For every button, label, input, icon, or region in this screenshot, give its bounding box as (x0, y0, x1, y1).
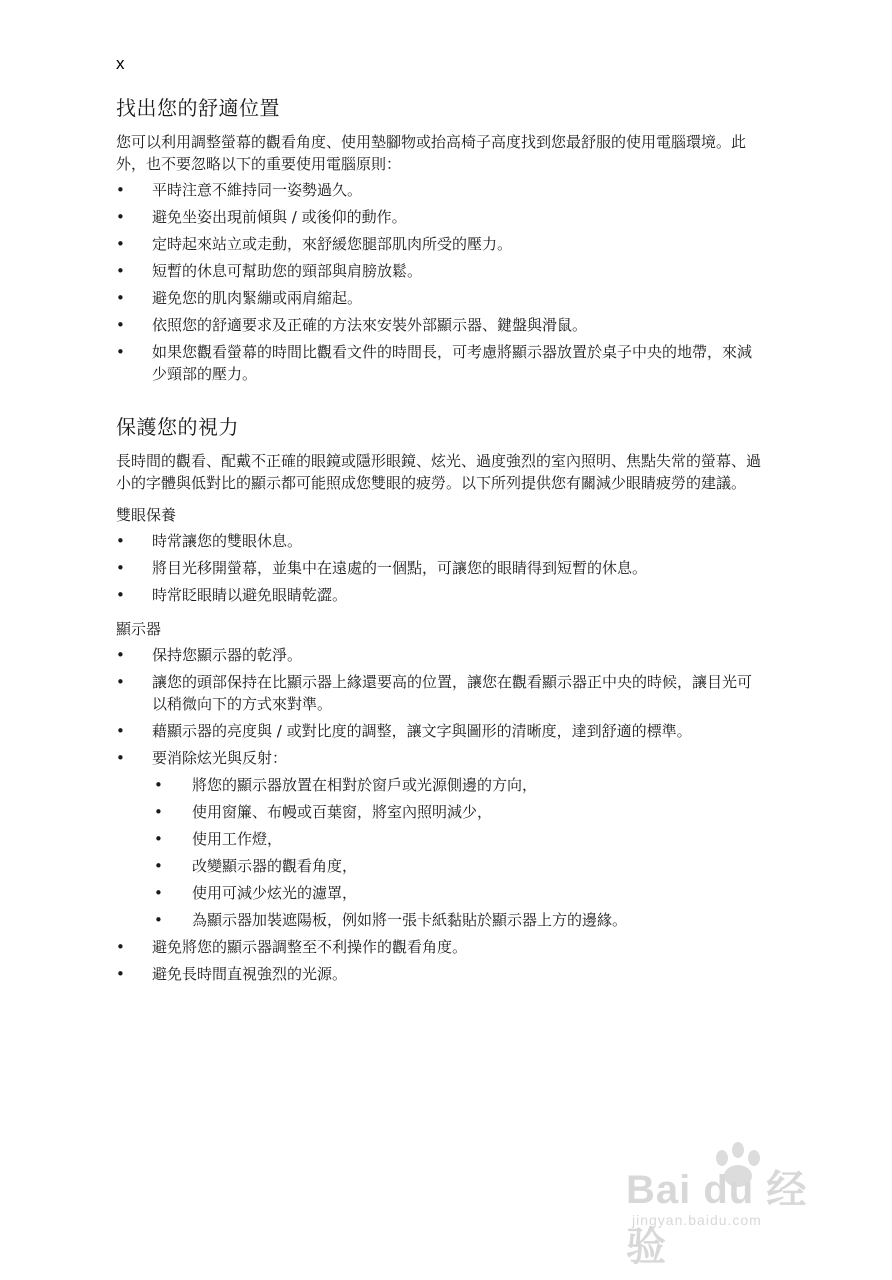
list-item-text: 短暫的休息可幫助您的頸部與肩膀放鬆。 (152, 262, 423, 280)
bullet-icon: • (154, 857, 163, 875)
section-comfort-position (116, 92, 766, 385)
bullet-icon: • (154, 911, 163, 929)
list-item-text: 避免將您的顯示器調整至不利操作的觀看角度。 (152, 938, 468, 956)
list-item-text: 使用窗簾、布幔或百葉窗，將室內照明減少， (192, 803, 493, 821)
sub-list-item (116, 909, 766, 931)
baidu-jingyan-watermark (626, 1140, 836, 1269)
bullet-list (116, 644, 766, 769)
sub-list-item (116, 801, 766, 823)
list-item (116, 584, 766, 606)
watermark-logo-text: Bai du 经验 (626, 1168, 808, 1269)
sub-list-item (116, 882, 766, 904)
list-item-text: 避免坐姿出現前傾與 / 或後仰的動作。 (152, 208, 407, 226)
list-item-text: 平時注意不維持同一姿勢過久。 (152, 181, 363, 199)
bullet-icon: • (154, 830, 163, 848)
list-item (116, 720, 766, 742)
list-item-text: 使用可減少炫光的濾罩， (192, 884, 358, 902)
section-protect-vision (116, 411, 766, 985)
list-item (116, 233, 766, 255)
bullet-icon: • (116, 938, 125, 956)
bullet-icon: • (116, 316, 125, 334)
bullet-icon: • (154, 776, 163, 794)
list-item-text: 將您的顯示器放置在相對於窗戶或光源側邊的方向， (192, 776, 538, 794)
sub-list-item (116, 774, 766, 796)
list-item (116, 936, 766, 958)
list-item-text: 避免長時間直視強烈的光源。 (152, 965, 348, 983)
page-number: x (116, 54, 125, 73)
bullet-icon: • (116, 722, 125, 740)
list-item-text: 藉顯示器的亮度與 / 或對比度的調整，讓文字與圖形的清晰度，達到舒適的標準。 (152, 722, 692, 740)
list-item-text: 如果您觀看螢幕的時間比觀看文件的時間長，可考慮將顯示器放置於桌子中央的地帶，來減少頸部的壓力。 (152, 343, 753, 383)
list-item (116, 287, 766, 309)
section-intro: 您可以利用調整螢幕的觀看角度、使用墊腳物或抬高椅子高度找到您最舒服的使用電腦環境。此外，也不要忽略以下的重要使用電腦原則： (116, 133, 747, 173)
bullet-icon: • (154, 803, 163, 821)
bullet-icon: • (116, 208, 125, 226)
bullet-icon: • (116, 749, 125, 767)
list-item (116, 260, 766, 282)
list-item (116, 314, 766, 336)
bullet-icon: • (116, 965, 125, 983)
list-item (116, 644, 766, 666)
bullet-list (116, 179, 766, 385)
section-heading: 保護您的視力 (116, 415, 239, 439)
list-item (116, 530, 766, 552)
list-item-text: 保持您顯示器的乾淨。 (152, 646, 303, 664)
watermark-url: jingyan.baidu.com (632, 1212, 762, 1228)
sub-bullet-list (116, 774, 766, 931)
section-heading: 找出您的舒適位置 (116, 96, 280, 120)
list-item (116, 179, 766, 201)
list-item-text: 時常讓您的雙眼休息。 (152, 532, 303, 550)
bullet-list (116, 530, 766, 606)
list-item (116, 671, 766, 715)
list-item-text: 依照您的舒適要求及正確的方法來安裝外部顯示器、鍵盤與滑鼠。 (152, 316, 588, 334)
list-item-text: 避免您的肌肉緊繃或兩肩縮起。 (152, 289, 363, 307)
list-item-text: 為顯示器加裝遮陽板，例如將一張卡紙黏貼於顯示器上方的邊緣。 (192, 911, 628, 929)
list-item-text: 將目光移開螢幕，並集中在遠處的一個點，可讓您的眼睛得到短暫的休息。 (152, 559, 648, 577)
bullet-icon: • (116, 262, 125, 280)
list-item (116, 206, 766, 228)
list-item-text: 改變顯示器的觀看角度， (192, 857, 358, 875)
subsection-heading-display: 顯示器 (116, 620, 162, 638)
list-item-text: 要消除炫光與反射： (152, 749, 288, 767)
bullet-icon: • (116, 673, 125, 691)
bullet-icon: • (116, 646, 125, 664)
bullet-icon: • (116, 586, 125, 604)
subsection-heading-eyes: 雙眼保養 (116, 506, 177, 524)
bullet-icon: • (116, 235, 125, 253)
sub-list-item (116, 828, 766, 850)
bullet-icon: • (116, 181, 125, 199)
list-item-text: 時常眨眼睛以避免眼睛乾澀。 (152, 586, 348, 604)
bullet-icon: • (154, 884, 163, 902)
bullet-icon: • (116, 343, 125, 361)
list-item-text: 使用工作燈， (192, 830, 283, 848)
sub-list-item (116, 855, 766, 877)
document-body (116, 92, 766, 990)
bullet-list (116, 936, 766, 985)
bullet-icon: • (116, 559, 125, 577)
section-intro: 長時間的觀看、配戴不正確的眼鏡或隱形眼鏡、炫光、過度強烈的室內照明、焦點失常的螢幕、過小的字體與低對比的顯示都可能照成您雙眼的疲勞。以下所列提供您有關減少眼睛疲勞的建議。 (116, 452, 762, 492)
list-item-text: 定時起來站立或走動，來舒緩您腿部肌肉所受的壓力。 (152, 235, 513, 253)
list-item-text: 讓您的頭部保持在比顯示器上緣還要高的位置，讓您在觀看顯示器正中央的時候，讓目光可以稍微向下的方式來對準。 (152, 673, 753, 713)
bullet-icon: • (116, 532, 125, 550)
list-item (116, 341, 766, 385)
list-item (116, 747, 766, 769)
list-item (116, 557, 766, 579)
list-item (116, 963, 766, 985)
bullet-icon: • (116, 289, 125, 307)
